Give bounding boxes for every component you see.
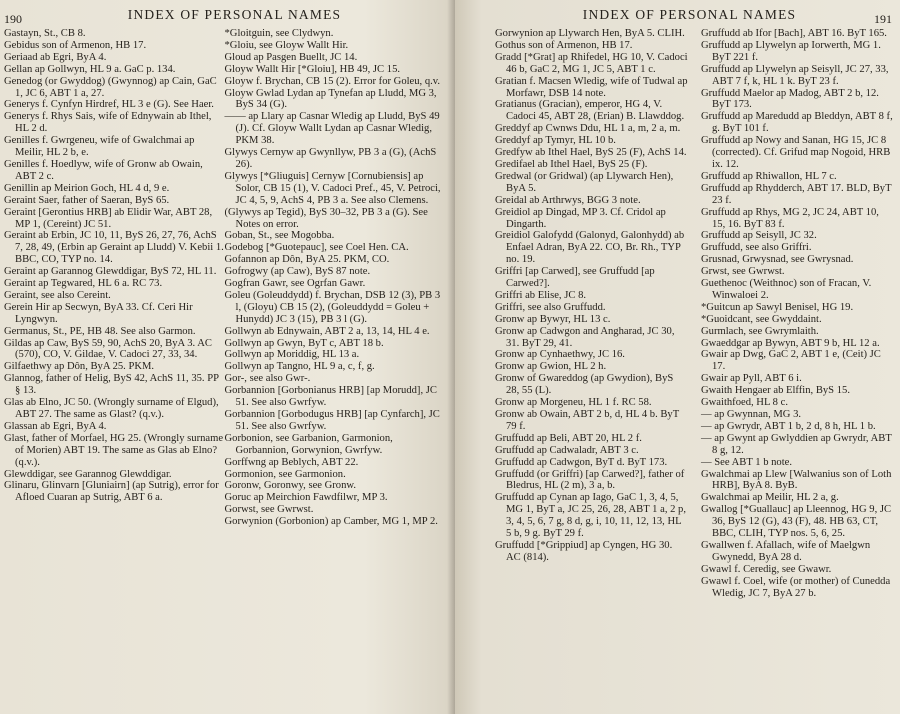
index-entry: Gurmlach, see Gwrymlaith.: [701, 325, 819, 337]
left-page-columns: [4, 28, 445, 528]
index-entry: Gwaeddgar ap Bywyn, ABT 9 b, HL 12 a.: [701, 337, 880, 349]
index-entry: Gronw ap Morgeneu, HL 1 f. RC 58.: [495, 397, 652, 409]
index-entry: Gwallog [*Guallauc] ap Lleennog, HG 9, JC 36, ByS 12 (G), 43 (F), 48. HB 63, CT, BBC, CLIH, TYP nos. 5, 6, 25.: [701, 504, 892, 540]
index-entry: Gogfran Gawr, see Ogrfan Gawr.: [224, 278, 366, 290]
index-entry: Gratianus (Gracian), emperor, HG 4, V. Cadoci 45, ABT 28, (Erian) B. Llawddog.: [495, 99, 685, 123]
index-entry: Gruffudd ap Rhydderch, ABT 17. BLD, ByT 23 f.: [701, 182, 892, 206]
index-entry: Gollwyn ap Gwyn, ByT c, ABT 18 b.: [224, 337, 384, 349]
index-entry: Gerein Hir ap Secwyn, ByA 33. Cf. Ceri Hir Lyngwyn.: [4, 301, 193, 325]
right-page-columns: [495, 28, 894, 600]
index-entry: Gredfyw ab Ithel Hael, ByS 25 (F), AchS 14.: [495, 147, 687, 159]
index-entry: Gruffudd ap Cadwaladr, ABT 3 c.: [495, 444, 639, 456]
index-entry: Gothus son of Armenon, HB 17.: [495, 39, 633, 51]
index-entry: Gredifael ab Ithel Hael, ByS 25 (F).: [495, 158, 648, 170]
index-entry: Gollwyn ab Ednywain, ABT 2 a, 13, 14, HL 4 e.: [224, 325, 430, 337]
index-entry: Genilles f. Hoedlyw, wife of Gronw ab Owain, ABT 2 c.: [4, 158, 203, 182]
index-entry: Greddyf ap Cwnws Ddu, HL 1 a, m, 2 a, m.: [495, 123, 681, 135]
index-entry: Gruffudd ap Cynan ap Iago, GaC 1, 3, 4, 5, MG 1, ByT a, JC 25, 26, 28, ABT 1 a, 2 p, 3, 4, 5, 6, 7 g, 8 d, g, i, 10, 11, 12, 13, HL 5 b, 9 g. ByT 29 f.: [495, 492, 687, 540]
index-entry: Gradd [*Grat] ap Rhifedel, HG 10, V. Cadoci 46 b, GaC 2, MG 1, JC 5, ABT 1 c.: [495, 51, 688, 75]
index-entry: (Glywys ap Tegid), ByS 30–32, PB 3 a (G). See Notes on error.: [224, 206, 428, 230]
index-entry: Gilfaethwy ap Dôn, ByA 25. PKM.: [4, 361, 155, 373]
right-page-header: [495, 4, 894, 28]
index-entry: Gronw ap Gwion, HL 2 h.: [495, 361, 607, 373]
index-entry: Geraint ab Erbin, JC 10, 11, ByS 26, 27, 76, AchS 7, 28, 49, (Erbin ap Geraint ap Lludd) V. Kebii 1. BBC, CO, TYP no. 14.: [4, 230, 224, 266]
index-entry: Guethenoc (Weithnoc) son of Fracan, V. Winwaloei 2.: [701, 278, 872, 301]
index-entry: Gruffudd Maelor ap Madog, ABT 2 b, 12. ByT 173.: [701, 87, 879, 111]
index-entry: Greidiol ap Dingad, MP 3. Cf. Cridol ap Dingarth.: [495, 206, 666, 230]
index-entry: Gruffudd ap Cadwgon, ByT d. ByT 173.: [495, 456, 668, 468]
index-entry: Geraint Saer, father of Saeran, ByS 65.: [4, 194, 170, 206]
index-entry: Griffri, see also Gruffudd.: [495, 301, 606, 313]
index-entry: Glast, father of Morfael, HG 25. (Wrongly surname of Morien) ABT 19. The same as Glas ab Elno? (q.v.).: [4, 432, 224, 468]
index-entry: Gronw of Gwareddog (ap Gwydion), ByS 28, 55 (L).: [495, 373, 674, 397]
index-entry: Grwst, see Gwrwst.: [701, 266, 785, 278]
index-entry: Griffri ab Elise, JC 8.: [495, 289, 587, 301]
index-entry: Glannog, father of Helig, ByS 42, AchS 11, 35. PP § 13.: [4, 373, 219, 397]
index-entry: Geraint ap Tegwared, HL 6 a. RC 73.: [4, 278, 163, 290]
index-entry: *Gloiu, see Gloyw Wallt Hir.: [224, 39, 349, 51]
index-entry: Glywys [*Gliuguis] Cernyw [Cornubiensis] ap Solor, CB 15 (1), V. Cadoci Pref., 45, V. Petroci, JC 4, 5, 9, AchS 4, PB 3 a. See also Clemens.: [224, 170, 441, 206]
index-entry: Greidal ab Arthrwys, BGG 3 note.: [495, 194, 641, 206]
index-entry: Gwaithfoed, HL 8 c.: [701, 397, 788, 409]
left-page-header: [4, 4, 445, 28]
index-entry: Gloyw Wallt Hir [*Gloiu], HB 49, JC 15.: [224, 63, 401, 75]
index-entry: Gruffudd ap Llywelyn ap Iorwerth, MG 1. ByT 221 f.: [701, 39, 881, 63]
index-entry: Griffri [ap Carwed], see Gruffudd [ap Carwed?].: [495, 266, 655, 290]
index-entry: Gredwal (or Gridwal) (ap Llywarch Hen), ByA 5.: [495, 170, 674, 194]
index-entry: Glewddigar, see Garannog Glewddigar.: [4, 468, 172, 480]
index-column: [225, 28, 446, 528]
index-entry: —— ap Llary ap Casnar Wledig ap Lludd, ByS 49 (J). Cf. Gloyw Wallt Lydan ap Casnar Wledig, PKM 38.: [224, 111, 440, 147]
index-entry: Gorbannion [Gorbodugus HRB] [ap Cynfarch], JC 51. See also Gwrfyw.: [224, 409, 440, 432]
index-entry: Genillin ap Meirion Goch, HL 4 d, 9 e.: [4, 182, 170, 194]
index-entry: Gwawl f. Coel, wife (or mother) of Cunedda Wledig, JC 7, ByA 27 b.: [701, 575, 891, 599]
index-entry: Gorffwng ap Beblych, ABT 22.: [224, 456, 359, 468]
index-entry: Gorwynion (Gorbonion) ap Camber, MG 1, MP 2.: [224, 516, 438, 528]
index-entry: Goruc ap Meirchion Fawdfilwr, MP 3.: [224, 492, 388, 504]
index-entry: *Guitcun ap Sawyl Benisel, HG 19.: [701, 301, 854, 313]
index-entry: Gildas ap Caw, ByS 59, 90, AchS 20, ByA 3. AC (570), CO, V. Gildae, V. Cadoci 27, 33, 34.: [4, 337, 212, 361]
index-entry: Gastayn, St., CB 8.: [4, 28, 86, 39]
index-column: [4, 28, 225, 528]
index-entry: Gwawl f. Ceredig, see Gwawr.: [701, 563, 832, 575]
index-entry: Gruffudd (or Griffri) [ap Carwed?], father of Bledrus, HL (2 m), 3 a, b.: [495, 468, 685, 492]
page-number: 191: [874, 12, 892, 26]
index-entry: Gebidus son of Armenon, HB 17.: [4, 39, 147, 51]
index-entry: Grusnad, Grwysnad, see Gwrysnad.: [701, 254, 854, 266]
index-entry: Gorbannion [Gorbonianus HRB] [ap Morudd], JC 51. See also Gwrfyw.: [224, 385, 437, 409]
index-entry: Geraint ap Garannog Glewddigar, ByS 72, HL 11.: [4, 266, 217, 278]
index-entry: Gor-, see also Gwr-.: [224, 373, 311, 385]
index-entry: Gwaith Hengaer ab Elffin, ByS 15.: [701, 385, 850, 397]
index-entry: Gruffudd ap Beli, ABT 20, HL 2 f.: [495, 432, 642, 444]
index-entry: — ap Gwynnan, MG 3.: [701, 409, 802, 420]
index-entry: Glassan ab Egri, ByA 4.: [4, 420, 107, 432]
right-page: [455, 0, 900, 714]
index-entry: Gruffudd ap Rhiwallon, HL 7 c.: [701, 170, 837, 182]
index-entry: Gloyw Gwlad Lydan ap Tynefan ap Lludd, MG 3, ByS 34 (G).: [224, 87, 437, 111]
index-entry: Gormonion, see Garmonion.: [224, 468, 346, 480]
index-entry: Gellan ap Gollwyn, HL 9 a. GaC p. 134.: [4, 63, 176, 75]
index-entry: Gronw ap Bywyr, HL 13 c.: [495, 313, 611, 325]
index-entry: Gruffudd ap Maredudd ap Bleddyn, ABT 8 f, g. ByT 101 f.: [701, 111, 893, 135]
index-entry: Greidiol Galofydd (Galonyd, Galonhydd) ab Enfael Adran, ByA 22. CO, Br. Rh., TYP no. 19.: [495, 230, 685, 266]
index-entry: Gwallwen f. Afallach, wife of Maelgwn Gwynedd, ByA 28 d.: [701, 539, 871, 563]
index-entry: Gwair ap Dwg, GaC 2, ABT 1 e, (Ceit) JC 17.: [701, 349, 881, 373]
index-entry: Gwalchmai ap Llew [Walwanius son of Loth HRB], ByA 8. ByB.: [701, 468, 892, 492]
index-entry: Gronw ap Cynhaethwy, JC 16.: [495, 349, 625, 361]
index-entry: Gloud ap Pasgen Buellt, JC 14.: [224, 51, 358, 63]
index-entry: — ap Gwynt ap Gwlyddien ap Gwrydr, ABT 8 g, 12.: [701, 432, 892, 456]
index-entry: Gorbonion, see Garbanion, Garmonion, Gorbannion, Gorwynion, Gwrfyw.: [224, 432, 393, 456]
index-entry: Germanus, St., PE, HB 48. See also Garmon.: [4, 325, 196, 337]
index-column: [701, 28, 894, 600]
index-entry: Genilles f. Gwrgeneu, wife of Gwalchmai ap Meilir, HL 2 b, e.: [4, 135, 195, 159]
index-entry: Genedog (or Gwyddog) (Gwynnog) ap Cain, GaC 1, JC 6, ABT 1 a, 27.: [4, 75, 217, 99]
index-entry: Geriaad ab Egri, ByA 4.: [4, 51, 107, 63]
running-head: INDEX OF PERSONAL NAMES: [127, 7, 342, 22]
index-entry: Gruffudd ap Seisyll, JC 32.: [701, 230, 817, 242]
index-entry: — See ABT 1 b note.: [701, 456, 793, 468]
index-column: [495, 28, 688, 600]
page-number: 190: [4, 12, 22, 26]
index-entry: Greddyf ap Tymyr, HL 10 b.: [495, 135, 616, 147]
index-entry: Gofrogwy (ap Caw), ByS 87 note.: [224, 266, 371, 278]
index-entry: Godebog [*Guotepauc], see Coel Hen. CA.: [224, 242, 409, 254]
index-entry: Goleu (Goleuddydd) f. Brychan, DSB 12 (3), PB 3 l, (Gloyu) CB 15 (2), (Goleuddydd = Goleu + Hunydd) JC 3 (15), PB 3 l (G).: [224, 289, 441, 325]
index-entry: Generys f. Cynfyn Hirdref, HL 3 e (G). See Haer.: [4, 99, 214, 111]
index-entry: Gorwynion ap Llywarch Hen, ByA 5. CLIH.: [495, 28, 685, 39]
index-entry: Goronw, Goronwy, see Gronw.: [224, 480, 357, 492]
index-entry: Gruffudd ap Rhys, MG 2, JC 24, ABT 10, 15, 16. ByT 83 f.: [701, 206, 879, 230]
index-entry: Gwair ap Pyll, ABT 6 i.: [701, 373, 802, 385]
index-entry: Gruffudd ap Nowy and Sanan, HG 15, JC 8 (corrected). Cf. Grifud map Nogoid, HRB ix. 12.: [701, 135, 891, 170]
index-entry: Gruffudd [*Grippiud] ap Cyngen, HG 30. AC (814).: [495, 539, 673, 563]
index-entry: Gronw ab Owain, ABT 2 b, d, HL 4 b. ByT 79 f.: [495, 409, 680, 432]
index-entry: Gwalchmai ap Meilir, HL 2 a, g.: [701, 492, 839, 504]
index-entry: Gratian f. Macsen Wledig, wife of Tudwal ap Morfawr, DSB 14 note.: [495, 75, 688, 99]
index-entry: Glinaru, Glinvarn [Gluniairn] (ap Sutrig), error for Afloed Cuaran ap Sutrig, ABT 6 a.: [4, 480, 219, 504]
index-entry: Gruffudd ab Ifor [Bach], ABT 16. ByT 165.: [701, 28, 887, 39]
index-entry: Gorwst, see Gwrwst.: [224, 504, 314, 516]
index-entry: Gollwyn ap Moriddig, HL 13 a.: [224, 349, 360, 361]
index-entry: Gollwyn ap Tangno, HL 9 a, c, f, g.: [224, 361, 375, 373]
index-entry: *Gloitguin, see Clydwyn.: [224, 28, 334, 39]
index-entry: Gruffudd, see also Griffri.: [701, 242, 812, 254]
running-head: INDEX OF PERSONAL NAMES: [582, 7, 797, 22]
index-entry: Geraint, see also Cereint.: [4, 289, 111, 301]
index-entry: Geraint [Gerontius HRB] ab Elidir War, ABT 28, MP 1, (Cereint) JC 51.: [4, 206, 213, 230]
index-entry: Glas ab Elno, JC 50. (Wrongly surname of Elgud), ABT 27. The same as Glast? (q.v.).: [4, 397, 219, 420]
index-entry: — ap Gwrydr, ABT 1 b, 2 d, 8 h, HL 1 b.: [701, 420, 876, 432]
index-entry: Gloyw f. Brychan, CB 15 (2). Error for Goleu, q.v.: [224, 75, 441, 87]
index-entry: Goban, St., see Mogobba.: [224, 230, 335, 242]
index-entry: Glywys Cernyw ap Gwynllyw, PB 3 a (G), (AchS 26).: [224, 147, 437, 170]
index-entry: Gofannon ap Dôn, ByA 25. PKM, CO.: [224, 254, 390, 266]
index-entry: Gruffudd ap Llywelyn ap Seisyll, JC 27, 33, ABT 7 f, k, HL 1 k. ByT 23 f.: [701, 63, 889, 87]
index-entry: *Guoidcant, see Gwyddaint.: [701, 313, 822, 325]
index-entry: Gronw ap Cadwgon and Angharad, JC 30, 31. ByT 29, 41.: [495, 325, 675, 349]
index-entry: Generys f. Rhys Sais, wife of Ednywain ab Ithel, HL 2 d.: [4, 111, 212, 135]
